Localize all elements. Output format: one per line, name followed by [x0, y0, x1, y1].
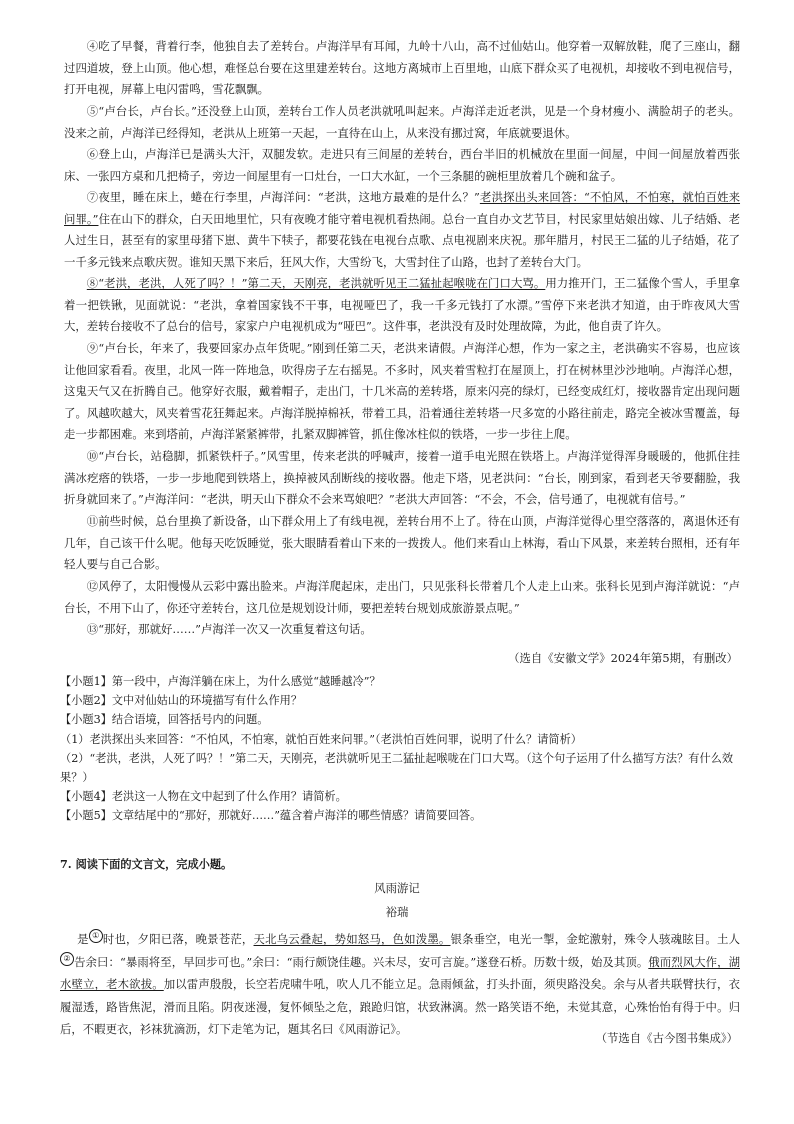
story-paragraph-6: ⑥登上山，卢海洋已是满头大汗，双腿发软。走进只有三间屋的差转台，西台半旧的机械放在里面一间屋，中间一间屋放着西张床、一张四方桌和几把椅子，旁边一间屋里有一口灶台，一口大水缸，一个三条腿的碗柜里放着几个碗和盆子。 — [64, 147, 740, 183]
classical-text-body — [60, 928, 740, 1041]
story-paragraph-8 — [64, 273, 740, 338]
question-3-part-2: （2）“老洪，老洪，人死了吗？！”第二天，天刚亮，老洪就听见王二猛扯起喉咙在门口大骂。（这个句子运用了什么描写方法？有什么效果？） — [60, 751, 734, 785]
story-paragraph-4: ④吃了早餐，背着行李，他独自去了差转台。卢海洋早有耳闻，九岭十八山，高不过仙姑山。他穿着一双解放鞋，爬了三座山，翻过四道坡，登上山顶。他心想，难怪总台要在这里建差转台。这地方离城市上百里地，山底下群众买了电视机，却接收不到电视信号，打开电视，屏幕上电闪雷鸣，雪花飘飘。 — [64, 39, 740, 96]
question-3: 【小题3】结合语境，回答括号内的问题。 — [60, 713, 269, 727]
story-paragraph-11: ⑪前些时候，总台里换了新设备，山下群众用上了有线电视，差转台用不上了。待在山顶，卢海洋觉得心里空落落的，离退休还有几年，自己该干什么呢。他每天吃饭睡觉，张大眼睛看着山下来的一拨拨人。他们来看山上林海，看山下风景，来差转台照相，还有年轻人要与自己合影。 — [64, 514, 740, 571]
question-1: 【小题1】第一段中，卢海洋躺在床上，为什么感觉“越睡越冷”？ — [60, 675, 381, 688]
story-paragraph-13: ⑬“那好，那就好……”卢海洋一次又一次重复着这句话。 — [86, 622, 372, 636]
text-start: 是 — [77, 932, 89, 946]
p7-underlined-sentence: 老洪探出头来回答：“不怕风，不怕寒，就怕百姓来问罪。” — [64, 190, 741, 226]
question-3-part-1: （1）老洪探出头来回答：“不怕风，不怕寒，就怕百姓来问罪。”（老洪怕百姓问罪，说明了什么？请简析） — [60, 732, 582, 746]
story-paragraph-10: ⑩“卢台长，站稳脚，抓紧铁杆子。”风雪里，传来老洪的呼喊声，接着一道手电光照在铁塔上。卢海洋觉得浑身暖暖的，他抓住挂满冰疙瘩的铁塔，一步一步地爬到铁塔上，换掉被风刮断线的接收器。他走下塔，见老洪问：“台长，刚到家，看到老天爷要翻脸，我折身就回来了。”卢海洋问：“老洪，明天山下群众不会来骂娘吧？”老洪大声回答：“不会，不会，信号通了，电视就有信号。” — [64, 449, 740, 506]
question-2: 【小题2】文中对仙姑山的环境描写有什么作用？ — [60, 694, 303, 708]
classical-text-author: 裕瑞 — [385, 905, 409, 919]
story-paragraph-9: ⑨“卢台长，年来了，我要回家办点年货呢。”刚到任第二天，老洪来请假。卢海洋心想，作为一家之主，老洪确实不容易，也应该让他回家看看。夜里，北风一阵一阵地急，吹得房子左右摇晃。不多时，风夹着雪粒打在屋顶上，打在树林里沙沙地响。卢海洋心想，这鬼天气又在折腾自己。他穿好衣服，戴着帽子，走出门，十几米高的差转塔，原来闪亮的绿灯，已经变成红灯，接收器肯定出现问题了。风越吹越大，风夹着雪花狂舞起来。卢海洋脱掉棉袄，带着工具，沿着通往差转塔一尺多宽的小路往前走，路完全被冰雪覆盖，每走一步都困难。来到塔前，卢海洋紧紧裤带，扎紧双脚裤管，抓住像冰柱似的铁塔，一步一步往上爬。 — [64, 341, 740, 441]
text-segment-a: 时也，夕阳已落，晚景苍茫， — [102, 932, 254, 946]
underlined-sentence-2: 俄而烈风大作，湖水壁立，老木欲拔。 — [60, 954, 740, 991]
footnote-marker-2[interactable]: ② — [60, 952, 74, 966]
story-paragraph-5: ⑤“卢台长，卢台长。”还没登上山顶，差转台工作人员老洪就吼叫起来。卢海洋走近老洪，见是一个身材瘦小、满脸胡子的老头。没来之前，卢海洋已经得知，老洪从上班第一天起，一直待在山上，从来没有挪过窝，年底就要退休。 — [64, 104, 740, 140]
p7-lead: ⑦夜里，睡在床上，蜷在行李里，卢海洋问：“老洪，这地方最难的是什么？” — [86, 190, 480, 204]
question-5: 【小题5】文章结尾中的“那好，那就好……”蕴含着卢海洋的哪些情感？请简要回答。 — [60, 809, 482, 823]
text-segment-b: 银条垂空，电光一掣，金蛇激射，殊令人骇魂眩目。土人 — [450, 932, 740, 946]
classical-text-title: 风雨游记 — [374, 881, 420, 895]
classical-text-source: （节选自《古今图书集成》） — [595, 1031, 738, 1045]
story-paragraph-12: ⑫风停了，太阳慢慢从云彩中露出脸来。卢海洋爬起床，走出门，只见张科长带着几个人走上山来。张科长见到卢海洋就说：“卢台长，不用下山了，你还守差转台，这几位是规划设计师，要把差转台规划成旅游景点呢。” — [64, 579, 740, 615]
story-source: （选自《安徽文学》2024年第5期，有删改） — [508, 651, 738, 665]
text-segment-d: 加以雷声殷殷，长空若虎啸牛吼，吹人几不能立足。急雨倾盆，打头扑面，须臾路没矣。余与从者共联臂扶行，衣履湿透，路皆焦泥，滑而且陷。阴夜迷漫，复怀倾坠之危，踉跄归馆，状致淋漓。然一路笑语不绝，未觉其意，心殊怡怡有得于中。归后，不暇更衣，衫袜犹滴沥，灯下走笔为记，题其名曰《风雨游记》。 — [60, 977, 740, 1036]
question-list — [60, 672, 740, 826]
text-segment-c: 告余曰：“暴雨将至，早回步可也。”余曰：“雨行颇饶佳趣。兴未尽，安可言旋。”遂登石桥。历数十级，始及其顶。 — [74, 954, 649, 969]
p7-rest: 住在山下的群众，白天田地里忙，只有夜晚才能守着电视机看热闹。总台一直自办文艺节目，村民家里姑娘出嫁、儿子结婚、老人过生日，甚至有的家里母猪下崽、黄牛下犊子，都要花钱在电视台点歌、点电视剧来庆祝。那年腊月，村民王二猛的儿子结婚，花了一千多元钱来点歌庆贺。谁知天黑下来后，狂风大作，大雪纷飞，大雪封住了山路，也封了差转台大门。 — [64, 211, 740, 269]
section-7-heading: 7. 阅读下面的文言文，完成小题。 — [60, 857, 233, 871]
underlined-sentence-1: 天北乌云叠起，势如怒马，色如泼墨。 — [253, 932, 451, 946]
question-4: 【小题4】老洪这一人物在文中起到了什么作用？请简析。 — [60, 790, 347, 804]
story-paragraph-7 — [64, 187, 740, 273]
p8-underlined-sentence: ⑧“老洪，老洪，人死了吗？！”第二天，天刚亮，老洪就听见王二猛扯起喉咙在门口大骂。 — [86, 276, 546, 290]
p8-rest: 用力推开门，王二猛像个雪人，手里拿着一把铁锹，见面就说：“老洪，拿着国家钱不干事，电视哑巴了，我一千多元钱打了水漂。”雪停下来老洪才知道，由于昨夜风大雪大，差转台接收不了总台的信号，家家户户电视机成为“哑巴”。这件事，老洪没有及时处理故障，为此，他自责了许久。 — [64, 276, 740, 333]
footnote-marker-1[interactable]: ① — [89, 929, 103, 943]
